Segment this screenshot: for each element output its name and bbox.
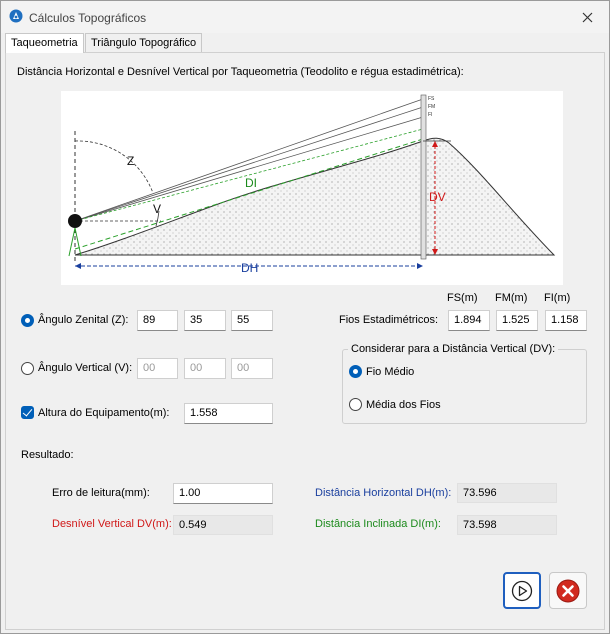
label-v: V [153,202,162,216]
label-z: Z [127,154,135,168]
label-distancia-inclinada: Distância Inclinada DI(m): [315,518,441,530]
label-dh: DH [241,261,259,275]
label-angulo-zenital: Ângulo Zenital (Z): [38,314,129,326]
radio-angulo-zenital[interactable] [21,314,34,327]
considerar-title: Considerar para a Distância Vertical (DV): [348,343,558,355]
label-altura: Altura do Equipamento(m): [38,407,170,419]
label-dv: DV [429,190,446,204]
tab-panel-taqueometria [5,52,605,630]
vertical-deg-input[interactable]: 00 [137,358,178,379]
close-icon [582,12,593,23]
diagram-svg [61,91,563,285]
taqueometria-diagram [61,91,563,285]
label-fios-estadimetricos: Fios Estadimétricos: [339,314,439,326]
fs-header: FS(m) [447,292,478,304]
label-fs: FS [428,96,435,102]
fi-input[interactable]: 1.158 [545,310,587,331]
calculate-button[interactable] [503,572,541,609]
label-erro-leitura: Erro de leitura(mm): [52,487,150,499]
label-media-dos-fios: Média dos Fios [366,399,441,411]
tab-strip [5,33,605,53]
label-di: DI [245,176,257,190]
distancia-horizontal-value: 73.596 [457,483,557,503]
zenital-sec-input[interactable]: 55 [231,310,273,331]
play-icon [511,580,533,602]
altura-input[interactable]: 1.558 [184,403,273,424]
cancel-button[interactable] [549,572,587,609]
label-fio-medio: Fio Médio [366,366,415,378]
theodolite-icon [68,214,82,228]
distancia-inclinada-value: 73.598 [457,515,557,535]
window-title: Cálculos Topográficos [29,11,147,25]
radio-fio-medio[interactable] [349,365,362,378]
radio-media-dos-fios[interactable] [349,398,362,411]
fm-header: FM(m) [495,292,528,304]
description-text: Distância Horizontal e Desnível Vertical por Taqueometria (Teodolito e régua estadimétrica): [17,66,464,78]
zenital-min-input[interactable]: 35 [184,310,226,331]
terrain-shape [75,138,554,255]
vertical-sec-input[interactable]: 00 [231,358,273,379]
tab-taqueometria[interactable]: Taqueometria [5,33,84,53]
label-fm: FM [428,104,436,110]
vertical-min-input[interactable]: 00 [184,358,226,379]
desnivel-vertical-value: 0.549 [173,515,273,535]
close-button[interactable] [569,3,605,31]
fm-input[interactable]: 1.525 [496,310,538,331]
zenital-deg-input[interactable]: 89 [137,310,178,331]
checkbox-altura[interactable] [21,406,34,419]
resultado-title: Resultado: [21,449,74,461]
considerar-groupbox [342,349,587,424]
cancel-icon [556,579,580,603]
label-distancia-horizontal: Distância Horizontal DH(m): [315,487,452,499]
label-desnivel-vertical: Desnível Vertical DV(m): [52,518,172,530]
label-fi: FI [428,112,433,118]
fi-header: FI(m) [544,292,571,304]
tab-triangulo-topografico[interactable]: Triângulo Topográfico [85,33,202,52]
radio-angulo-vertical[interactable] [21,362,34,375]
fs-input[interactable]: 1.894 [448,310,490,331]
label-angulo-vertical: Ângulo Vertical (V): [38,362,133,374]
erro-leitura-input[interactable]: 1.00 [173,483,273,504]
app-icon [9,9,23,23]
title-bar [1,1,609,33]
